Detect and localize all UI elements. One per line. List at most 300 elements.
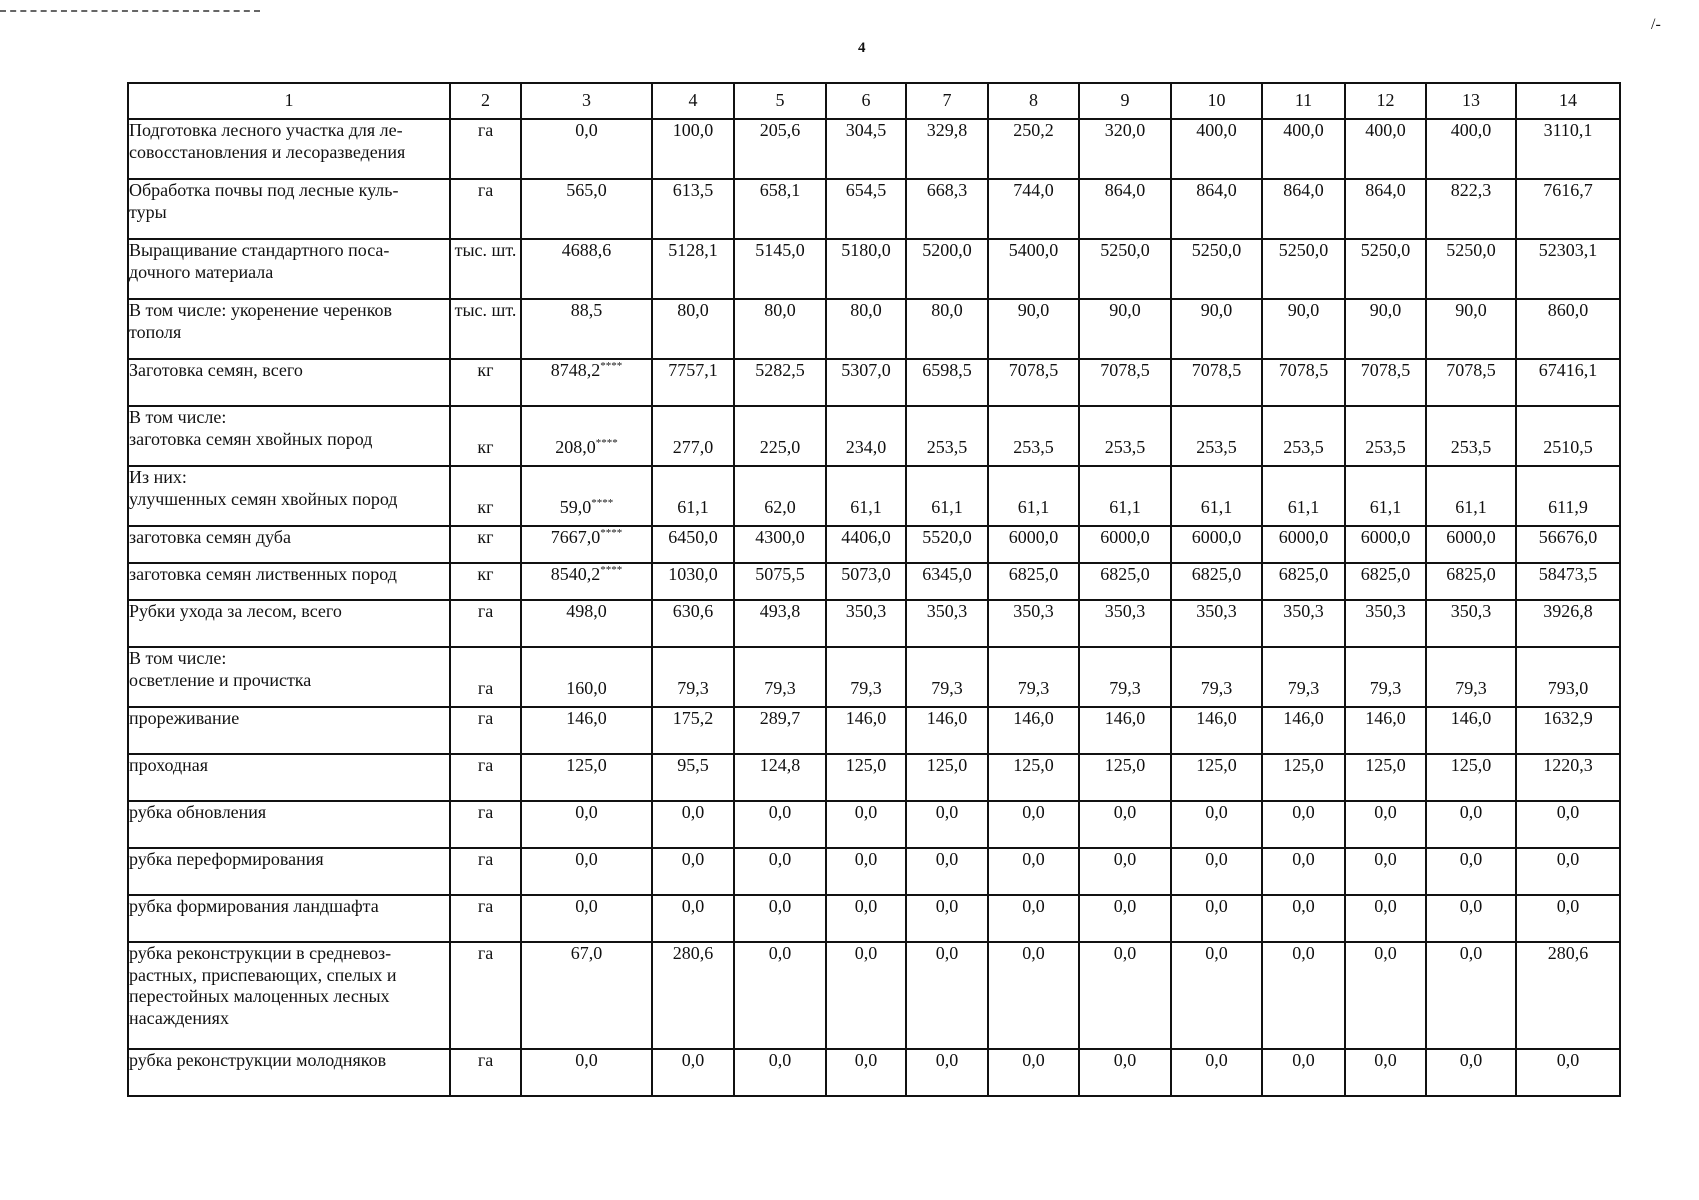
row-label <box>128 359 450 406</box>
value-cell <box>826 563 906 600</box>
value-cell <box>906 801 988 848</box>
value-text: 350,3 <box>1450 601 1492 621</box>
column-header: 5 <box>734 83 826 119</box>
value-cell <box>1079 119 1171 179</box>
value-cell <box>734 359 826 406</box>
value-cell <box>988 466 1079 526</box>
row-label <box>128 1049 450 1096</box>
value-text: 7078,5 <box>1446 360 1496 380</box>
value-cell <box>826 707 906 754</box>
value-cell <box>1426 754 1516 801</box>
unit-cell: га <box>450 707 521 754</box>
value-cell <box>826 801 906 848</box>
row-label-line: Подготовка лесного участка для ле- <box>129 120 403 140</box>
value-cell <box>906 406 988 466</box>
value-cell <box>1262 647 1345 707</box>
value-cell <box>1171 895 1262 942</box>
value-text: 125,0 <box>1450 755 1492 775</box>
value-text: 0,0 <box>854 896 878 916</box>
value-cell <box>1345 359 1426 406</box>
row-label-line: совосстановления и лесоразведения <box>129 141 406 162</box>
value-cell <box>1426 801 1516 848</box>
unit-cell: тыс. шт. <box>450 239 521 299</box>
value-text: 320,0 <box>1104 120 1146 140</box>
value-text: 860,0 <box>1547 300 1589 320</box>
value-text: 565,0 <box>566 180 607 200</box>
value-text: 253,5 <box>1013 437 1054 458</box>
value-text: 67416,1 <box>1538 360 1598 380</box>
row-label-line: тополя <box>129 321 182 342</box>
table-row <box>128 526 1620 563</box>
value-cell <box>1262 895 1345 942</box>
value-cell <box>1079 1049 1171 1096</box>
value-cell <box>906 359 988 406</box>
value-cell <box>988 239 1079 299</box>
value-cell <box>1516 647 1620 707</box>
value-cell <box>652 647 734 707</box>
value-cell <box>906 600 988 647</box>
value-text: 90,0 <box>1109 300 1141 320</box>
value-text: 0,0 <box>1022 943 1045 963</box>
value-cell <box>988 406 1079 466</box>
value-text: 0,0 <box>1556 802 1580 822</box>
value-cell <box>1516 707 1620 754</box>
row-label-line: дочного материала <box>129 261 274 282</box>
value-text: 5075,5 <box>755 564 805 584</box>
value-text: 61,1 <box>1455 497 1487 518</box>
value-text: 125,0 <box>926 755 968 775</box>
value-cell <box>1426 239 1516 299</box>
value-cell <box>1426 466 1516 526</box>
row-label <box>128 563 450 600</box>
value-text: 0,0 <box>575 802 598 822</box>
value-text: 146,0 <box>845 708 887 728</box>
value-text: 0,0 <box>1113 896 1137 916</box>
value-cell <box>1345 299 1426 359</box>
value-text: 611,9 <box>1548 497 1588 518</box>
value-cell <box>652 179 734 239</box>
value-text: 253,5 <box>1283 437 1324 458</box>
value-text: 0,0 <box>1459 896 1483 916</box>
column-header: 11 <box>1262 83 1345 119</box>
value-text: 205,6 <box>759 120 801 140</box>
value-text: 400,0 <box>1283 120 1324 140</box>
value-text: 0,0 <box>1113 849 1137 869</box>
value-cell <box>826 526 906 563</box>
value-text: 0,0 <box>1374 849 1397 869</box>
unit-cell: га <box>450 600 521 647</box>
value-cell <box>1079 647 1171 707</box>
row-label <box>128 754 450 801</box>
value-cell <box>734 600 826 647</box>
value-text: 90,0 <box>1200 300 1233 320</box>
row-label <box>128 239 450 299</box>
value-text: 744,0 <box>1013 180 1054 200</box>
value-text: 7616,7 <box>1543 180 1593 200</box>
value-cell <box>1171 179 1262 239</box>
scan-artifact-line <box>0 10 260 12</box>
value-cell <box>1345 647 1426 707</box>
value-cell <box>1345 179 1426 239</box>
value-text: 253,5 <box>1365 437 1406 458</box>
value-cell <box>734 406 826 466</box>
value-text: 0,0 <box>575 1050 598 1070</box>
value-text: 80,0 <box>677 300 709 320</box>
value-text: 6000,0 <box>1191 527 1242 547</box>
value-cell <box>988 895 1079 942</box>
value-text: 56676,0 <box>1538 527 1598 547</box>
column-header: 9 <box>1079 83 1171 119</box>
unit-cell: га <box>450 895 521 942</box>
value-cell <box>1516 848 1620 895</box>
value-text: 80,0 <box>850 300 882 320</box>
value-cell <box>1262 707 1345 754</box>
value-text: 125,0 <box>1104 755 1146 775</box>
value-text: 4406,0 <box>841 527 891 547</box>
table-row <box>128 848 1620 895</box>
value-cell <box>826 239 906 299</box>
value-text: 146,0 <box>1365 708 1406 728</box>
value-cell <box>988 563 1079 600</box>
value-text: 146,0 <box>1104 708 1146 728</box>
value-text: 5200,0 <box>922 240 972 260</box>
value-cell <box>826 179 906 239</box>
value-cell <box>1345 1049 1426 1096</box>
value-cell <box>734 801 826 848</box>
value-text: 146,0 <box>1196 708 1237 728</box>
value-cell <box>1516 526 1620 563</box>
value-text: 329,8 <box>926 120 968 140</box>
value-text: 0,0 <box>768 849 792 869</box>
value-text: 124,8 <box>759 755 801 775</box>
row-label <box>128 600 450 647</box>
row-label-line: рубка реконструкции молодняков <box>129 1050 387 1070</box>
value-cell <box>826 1049 906 1096</box>
value-cell <box>826 299 906 359</box>
value-cell <box>652 801 734 848</box>
value-text: 0,0 <box>935 1050 959 1070</box>
value-text: 0,0 <box>935 849 959 869</box>
value-text: 90,0 <box>1017 300 1050 320</box>
value-cell <box>988 1049 1079 1096</box>
value-text: 0,0 <box>1292 896 1315 916</box>
row-label <box>128 647 450 707</box>
column-header: 6 <box>826 83 906 119</box>
value-cell <box>1345 754 1426 801</box>
value-text: 400,0 <box>1196 120 1237 140</box>
unit-cell: кг <box>450 526 521 563</box>
unit-cell: га <box>450 1049 521 1096</box>
value-cell <box>521 563 652 600</box>
table-row <box>128 239 1620 299</box>
value-text: 400,0 <box>1365 120 1406 140</box>
table-row <box>128 179 1620 239</box>
value-text: 350,3 <box>1104 601 1146 621</box>
value-cell <box>1171 526 1262 563</box>
value-cell <box>1262 801 1345 848</box>
value-text: 0,0 <box>1556 896 1580 916</box>
value-cell <box>652 600 734 647</box>
value-cell <box>1262 299 1345 359</box>
value-text: 79,3 <box>764 678 796 699</box>
value-text: 277,0 <box>672 437 714 458</box>
unit-cell: кг <box>450 563 521 600</box>
value-text: 0,0 <box>1374 1050 1397 1070</box>
value-text: 61,1 <box>1109 497 1141 518</box>
value-cell <box>1171 1049 1262 1096</box>
row-label-line: улучшенных семян хвойных пород <box>129 488 398 509</box>
value-cell <box>1262 119 1345 179</box>
value-text: 5250,0 <box>1446 240 1496 260</box>
value-cell <box>1079 406 1171 466</box>
value-text: 0,0 <box>1205 1050 1228 1070</box>
value-text: 6000,0 <box>1446 527 1496 547</box>
value-text: 125,0 <box>845 755 887 775</box>
table-row <box>128 942 1620 1049</box>
value-cell <box>1516 359 1620 406</box>
unit-cell: га <box>450 801 521 848</box>
value-text: 0,0 <box>1292 849 1315 869</box>
value-text: 2510,5 <box>1543 437 1593 458</box>
value-cell <box>1345 119 1426 179</box>
row-label-line: перестойных малоценных лесных <box>129 986 390 1007</box>
value-cell <box>734 1049 826 1096</box>
value-text: 0,0 <box>681 896 705 916</box>
value-cell <box>521 119 652 179</box>
value-text: 6825,0 <box>1278 564 1329 584</box>
value-cell <box>1345 406 1426 466</box>
value-text: 234,0 <box>845 437 887 458</box>
value-text: 62,0 <box>764 497 796 518</box>
value-cell <box>521 466 652 526</box>
row-label-line: Рубки ухода за лесом, всего <box>129 601 342 621</box>
value-cell <box>1079 359 1171 406</box>
value-cell <box>1171 600 1262 647</box>
value-cell <box>1345 466 1426 526</box>
value-text: 0,0 <box>1556 849 1580 869</box>
value-text: 8540,2 <box>550 564 601 584</box>
value-cell <box>734 239 826 299</box>
value-cell <box>988 299 1079 359</box>
unit-cell: кг <box>450 466 521 526</box>
value-text: 6825,0 <box>1191 564 1242 584</box>
value-text: 6598,5 <box>922 360 972 380</box>
value-cell <box>734 299 826 359</box>
value-text: 0,0 <box>1113 943 1137 963</box>
value-text: 864,0 <box>1365 180 1406 200</box>
value-cell <box>521 600 652 647</box>
value-text: 160,0 <box>566 678 607 699</box>
unit-cell: га <box>450 119 521 179</box>
value-cell <box>521 299 652 359</box>
value-cell <box>1345 600 1426 647</box>
value-cell <box>906 526 988 563</box>
value-cell <box>1262 942 1345 1049</box>
page-number: 4 <box>858 40 866 56</box>
value-text: 90,0 <box>1455 300 1487 320</box>
table-row <box>128 707 1620 754</box>
row-label-line: Выращивание стандартного поса- <box>129 240 390 260</box>
value-text: 5250,0 <box>1360 240 1411 260</box>
value-cell <box>1171 942 1262 1049</box>
value-text: 654,5 <box>845 180 887 200</box>
value-cell <box>1426 299 1516 359</box>
value-text: 0,0 <box>1459 943 1483 963</box>
value-cell <box>906 1049 988 1096</box>
value-text: 1030,0 <box>668 564 718 584</box>
footnote-mark: **** <box>595 437 618 450</box>
value-text: 0,0 <box>1459 802 1483 822</box>
value-text: 864,0 <box>1196 180 1237 200</box>
value-text: 350,3 <box>1365 601 1406 621</box>
unit-cell: га <box>450 942 521 1049</box>
value-cell <box>734 526 826 563</box>
row-label <box>128 179 450 239</box>
value-cell <box>988 707 1079 754</box>
value-cell <box>734 179 826 239</box>
row-label-line: рубка переформирования <box>129 849 324 869</box>
value-text: 7667,0 <box>550 527 601 547</box>
value-cell <box>734 754 826 801</box>
value-text: 864,0 <box>1283 180 1324 200</box>
value-cell <box>1426 1049 1516 1096</box>
value-text: 0,0 <box>681 1050 705 1070</box>
value-text: 493,8 <box>759 601 801 621</box>
value-text: 79,3 <box>677 678 709 699</box>
value-cell <box>1262 406 1345 466</box>
table-row <box>128 299 1620 359</box>
table-row <box>128 1049 1620 1096</box>
row-label-line: насаждениях <box>129 1007 229 1028</box>
value-text: 0,0 <box>575 896 598 916</box>
row-label-line: Заготовка семян, всего <box>129 360 303 380</box>
value-text: 0,0 <box>935 896 959 916</box>
value-text: 0,0 <box>1022 802 1045 822</box>
value-text: 0,0 <box>935 802 959 822</box>
value-cell <box>1171 754 1262 801</box>
value-cell <box>988 754 1079 801</box>
value-cell <box>906 754 988 801</box>
column-header: 4 <box>652 83 734 119</box>
row-label <box>128 895 450 942</box>
value-text: 253,5 <box>926 437 968 458</box>
value-text: 6825,0 <box>1360 564 1411 584</box>
value-text: 0,0 <box>575 849 598 869</box>
column-header: 14 <box>1516 83 1620 119</box>
value-text: 0,0 <box>768 943 792 963</box>
corner-mark: /- <box>1651 16 1661 33</box>
value-text: 4300,0 <box>755 527 805 547</box>
value-text: 61,1 <box>1017 497 1050 518</box>
value-text: 0,0 <box>1022 849 1045 869</box>
table-row <box>128 754 1620 801</box>
value-cell <box>988 600 1079 647</box>
value-cell <box>652 848 734 895</box>
table-body <box>128 119 1620 1096</box>
value-cell <box>906 942 988 1049</box>
value-cell <box>1171 359 1262 406</box>
value-cell <box>1079 707 1171 754</box>
value-cell <box>652 754 734 801</box>
value-text: 225,0 <box>759 437 801 458</box>
value-cell <box>652 119 734 179</box>
row-label <box>128 942 450 1049</box>
value-cell <box>1516 600 1620 647</box>
value-text: 61,1 <box>1369 497 1402 518</box>
value-text: 90,0 <box>1369 300 1402 320</box>
value-cell <box>1345 942 1426 1049</box>
value-cell <box>1262 1049 1345 1096</box>
value-text: 630,6 <box>672 601 714 621</box>
value-text: 5400,0 <box>1008 240 1059 260</box>
value-cell <box>734 466 826 526</box>
value-text: 0,0 <box>854 849 878 869</box>
column-header: 7 <box>906 83 988 119</box>
footnote-mark: **** <box>600 527 623 539</box>
value-cell <box>906 895 988 942</box>
value-cell <box>1516 179 1620 239</box>
value-text: 250,2 <box>1013 120 1054 140</box>
value-cell <box>521 239 652 299</box>
value-cell <box>521 942 652 1049</box>
value-text: 0,0 <box>854 1050 878 1070</box>
value-cell <box>988 526 1079 563</box>
value-cell <box>1262 848 1345 895</box>
value-text: 146,0 <box>566 708 607 728</box>
value-cell <box>826 600 906 647</box>
value-cell <box>1516 895 1620 942</box>
value-cell <box>1079 600 1171 647</box>
table-row <box>128 406 1620 466</box>
value-cell <box>1516 239 1620 299</box>
value-cell <box>1426 848 1516 895</box>
row-label <box>128 526 450 563</box>
value-text: 0,0 <box>1205 943 1228 963</box>
value-text: 0,0 <box>1022 1050 1045 1070</box>
value-cell <box>652 359 734 406</box>
value-text: 498,0 <box>566 601 607 621</box>
row-label <box>128 801 450 848</box>
value-text: 6000,0 <box>1278 527 1329 547</box>
value-cell <box>652 299 734 359</box>
value-text: 125,0 <box>566 755 607 775</box>
value-cell <box>652 942 734 1049</box>
value-cell <box>1426 600 1516 647</box>
value-cell <box>652 895 734 942</box>
row-label-line: рубка обновления <box>129 802 267 822</box>
value-cell <box>988 942 1079 1049</box>
value-cell <box>1262 526 1345 563</box>
column-header: 12 <box>1345 83 1426 119</box>
value-text: 350,3 <box>1196 601 1237 621</box>
unit-cell: кг <box>450 359 521 406</box>
value-cell <box>988 359 1079 406</box>
value-cell <box>826 119 906 179</box>
forestry-plan-table <box>127 82 1621 1097</box>
table-row <box>128 119 1620 179</box>
value-cell <box>521 848 652 895</box>
header-row <box>128 83 1620 119</box>
row-label-line: Из них: <box>129 467 187 487</box>
value-text: 5145,0 <box>755 240 805 260</box>
value-text: 0,0 <box>1374 943 1397 963</box>
value-cell <box>906 466 988 526</box>
value-cell <box>734 848 826 895</box>
row-label <box>128 299 450 359</box>
value-text: 67,0 <box>570 943 603 963</box>
value-text: 90,0 <box>1287 300 1320 320</box>
value-text: 0,0 <box>1113 1050 1137 1070</box>
